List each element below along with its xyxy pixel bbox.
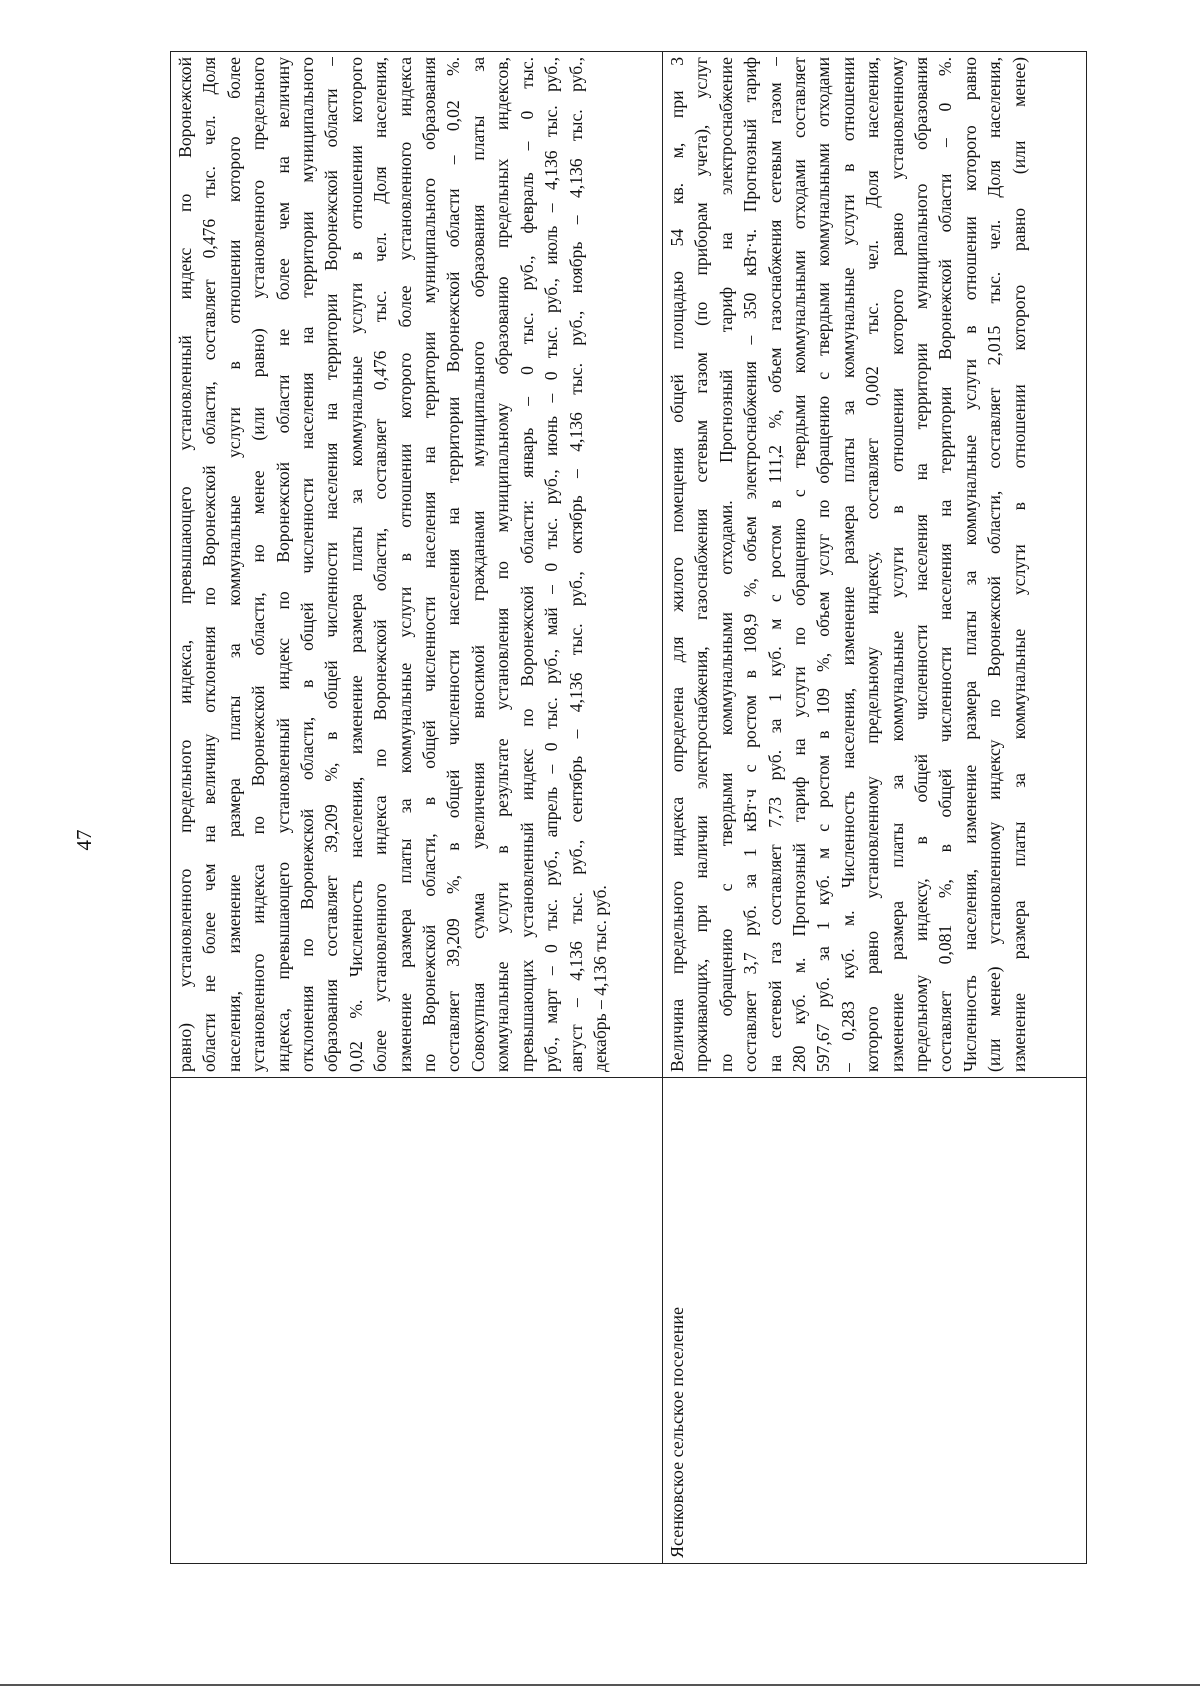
text-line: Величина предельного индекса определена для жилого помещения общей площадью 54 кв. м, при 3 <box>667 57 687 1072</box>
text-line: населения, изменение размера платы за коммунальные услуги в отношении которого более <box>223 57 244 1072</box>
text-line: проживающих, при наличии электроснабжения, газоснабжения сетевым газом (по приборам учета), услуг <box>691 57 712 1072</box>
description-text <box>173 57 612 1072</box>
text-line: по обращению с твердыми коммунальными отходами. Прогнозный тариф на электроснабжение <box>715 57 736 1072</box>
page-number: 47 <box>72 829 96 851</box>
text-line: – 0,283 куб. м. Численность населения, изменение размера платы за коммунальные услуги в отношении <box>837 57 858 1072</box>
text-line: (или менее) установленному индексу по Воронежской области, составляет 2,015 тыс. чел. Доля населения, <box>984 57 1005 1072</box>
text-line: коммунальные услуги в результате установления по муниципальному образованию предельных индексов, <box>492 57 513 1072</box>
settlement-name-cell <box>171 1078 663 1564</box>
settlement-name-cell: Ясенковское сельское поселение <box>663 1078 1087 1564</box>
text-line: равно) установленного предельного индекса, превышающего установленный индекс по Воронежской <box>175 57 195 1072</box>
text-line: которого равно установленному предельному индексу, составляет 0,002 тыс. чел. Доля населения, <box>862 57 883 1072</box>
text-line: предельному индексу, в общей численности населения на территории муниципального образования <box>911 57 932 1072</box>
text-line: Численность населения, изменение размера платы за коммунальные услуги в отношении которого равно <box>959 57 980 1072</box>
text-line: более установленного индекса по Воронежской области, составляет 0,476 тыс. чел. Доля населения, <box>370 57 391 1072</box>
text-line: составляет 39,209 %, в общей численности населения на территории Воронежской области – 0,02 %. <box>443 57 464 1072</box>
text-line: установленного индекса по Воронежской области, но менее (или равно) установленного предельного <box>248 57 269 1072</box>
text-line: изменение размера платы за коммунальные услуги в отношении которого равно установленному <box>886 57 907 1072</box>
text-line: по Воронежской области, в общей численности населения на территории муниципального образования <box>419 57 440 1072</box>
description-cell <box>171 52 663 1078</box>
text-line: превышающих установленный индекс по Воронежской области: январь – 0 тыс. руб., февраль – 0 тыс. <box>516 57 537 1072</box>
text-line: изменение размера платы за коммунальные услуги в отношении которого более установленного индекса <box>394 57 415 1072</box>
text-line: индекса, превышающего установленный индекс по Воронежской области не более чем на величину <box>272 57 293 1072</box>
text-line: образования составляет 39,209 %, в общей численности населения на территории Воронежской области – <box>321 57 342 1072</box>
text-line: составляет 0,081 %, в общей численности населения на территории Воронежской области – 0 %. <box>935 57 956 1072</box>
tariff-table <box>170 51 1087 1564</box>
text-line: 280 куб. м. Прогнозный тариф на услуги по обращению с твердыми коммунальными отходами составляет <box>789 57 810 1072</box>
table-row <box>171 52 663 1564</box>
text-line: август – 4,136 тыс. руб., сентябрь – 4,136 тыс. руб., октябрь – 4,136 тыс. руб., ноябрь – 4,136 тыс. руб., <box>565 57 586 1072</box>
table-row <box>663 52 1087 1564</box>
text-line: области не более чем на величину отклонения по Воронежской области, составляет 0,476 тыс. чел. Доля <box>199 57 220 1072</box>
text-line: отклонения по Воронежской области, в общей численности населения на территории муниципального <box>297 57 318 1072</box>
text-line: изменение размера платы за коммунальные услуги в отношении которого равно (или менее) <box>1008 57 1029 1072</box>
text-line: руб., март – 0 тыс. руб., апрель – 0 тыс. руб., май – 0 тыс. руб., июнь – 0 тыс. руб., июль – 4,136 тыс. руб., <box>541 57 562 1072</box>
description-cell <box>663 52 1087 1078</box>
text-line: декабрь – 4,136 тыс. руб. <box>589 885 610 1072</box>
text-line: 0,02 %. Численность населения, изменение размера платы за коммунальные услуги в отношении которого <box>345 57 366 1072</box>
text-line: на сетевой газ составляет 7,73 руб. за 1 куб. м с ростом в 111,2 %, объем газоснабжения сетевым газом – <box>764 57 785 1072</box>
bottom-rule <box>0 1684 1200 1686</box>
text-line: 597,67 руб. за 1 куб. м с ростом в 109 %, объем услуг по обращению с твердыми коммунальными отходами <box>813 57 834 1072</box>
text-line: Совокупная сумма увеличения вносимой гражданами муниципального образования платы за <box>467 57 488 1072</box>
text-line: составляет 3,7 руб. за 1 кВт·ч с ростом в 108,9 %, объем электроснабжения – 350 кВт·ч. Прогнозный тариф <box>740 57 761 1072</box>
description-text <box>665 57 1031 1072</box>
